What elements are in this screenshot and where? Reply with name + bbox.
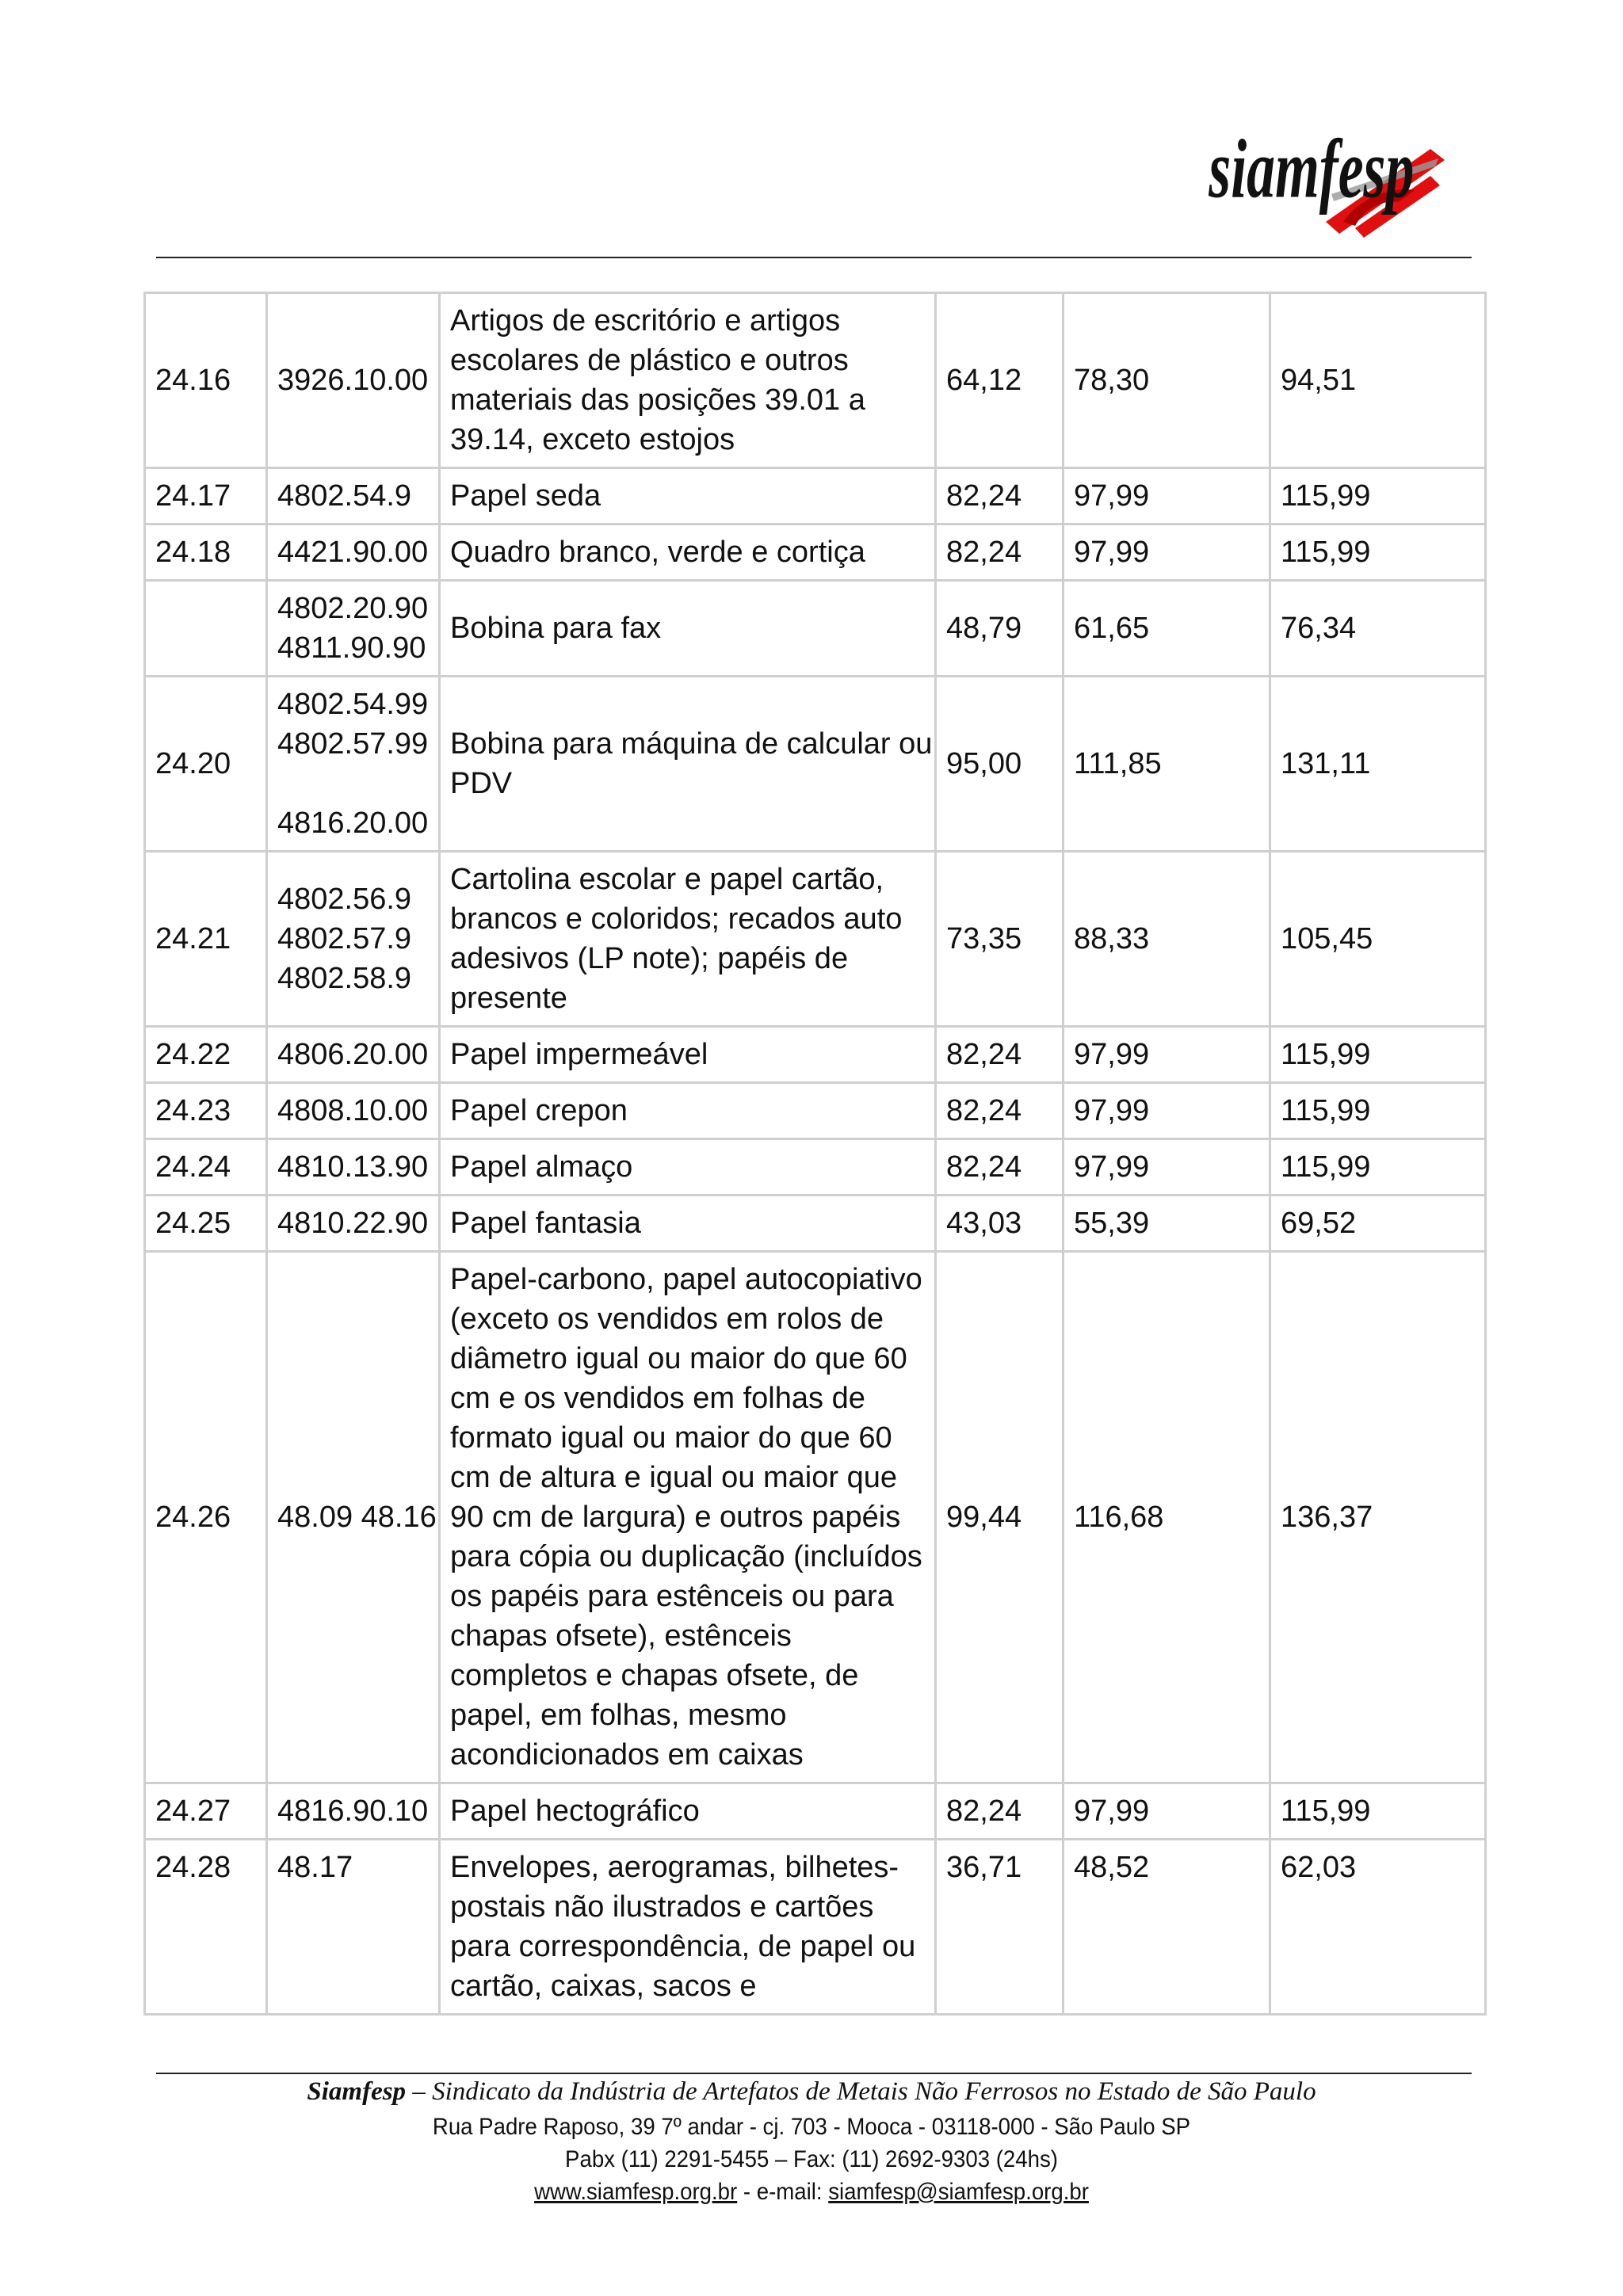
value-cell: 97,99 <box>1064 1139 1270 1196</box>
table-row <box>145 293 1486 468</box>
item-cell: 24.16 <box>145 293 267 468</box>
ncm-cell: 48.09 48.16 <box>267 1252 440 1783</box>
item-cell: 24.23 <box>145 1083 267 1139</box>
email-link[interactable]: siamfesp@siamfesp.org.br <box>828 2179 1089 2205</box>
footer-phones: Pabx (11) 2291-5455 – Fax: (11) 2692-9303 (24hs) <box>565 2146 1058 2172</box>
email-separator: - e-mail: <box>737 2179 829 2205</box>
org-name: Siamfesp <box>307 2077 407 2106</box>
footer-address: Rua Padre Raposo, 39 7º andar - cj. 703 - Mooca - 03118-000 - São Paulo SP <box>432 2114 1191 2140</box>
item-cell: 24.27 <box>145 1783 267 1840</box>
description-cell: Papel-carbono, papel autocopiativo (exceto os vendidos em rolos de diâmetro igual ou maior do que 60 cm e os vendidos em folhas de formato igual ou maior do que 60 cm de altura e igual ou maior que 90 cm de largura) e outros papéis para cópia ou duplicação (incluídos os papéis para estênceis ou para chapas ofsete), estênceis completos e chapas ofsete, de papel, em folhas, mesmo acondicionados em caixas <box>440 1252 936 1783</box>
table-row <box>145 524 1486 581</box>
table-row <box>145 1783 1486 1840</box>
item-cell: 24.17 <box>145 468 267 524</box>
table-row <box>145 581 1486 677</box>
value-cell: 131,11 <box>1270 677 1486 852</box>
value-cell: 73,35 <box>936 852 1064 1027</box>
description-cell: Quadro branco, verde e cortiça <box>440 524 936 581</box>
value-cell: 82,24 <box>936 1783 1064 1840</box>
table-row <box>145 852 1486 1027</box>
item-cell: 24.28 <box>145 1840 267 2015</box>
value-cell: 88,33 <box>1064 852 1270 1027</box>
ncm-codes: 4802.54.99 4802.57.99 <box>277 688 429 761</box>
table-row <box>145 1252 1486 1783</box>
description-cell: Papel fantasia <box>440 1196 936 1252</box>
value-cell: 136,37 <box>1270 1252 1486 1783</box>
item-cell: 24.22 <box>145 1027 267 1083</box>
value-cell: 48,52 <box>1064 1840 1270 2015</box>
header-rule <box>156 257 1472 258</box>
description-cell: Bobina para máquina de calcular ou PDV <box>440 677 936 852</box>
ncm-cell: 48.17 <box>267 1840 440 2015</box>
footer-org-line <box>0 2077 1623 2107</box>
ncm-cell <box>267 677 440 852</box>
description-cell: Papel almaço <box>440 1139 936 1196</box>
value-cell: 115,99 <box>1270 1139 1486 1196</box>
ncm-cell: 4802.56.9 4802.57.9 4802.58.9 <box>267 852 440 1027</box>
value-cell: 48,79 <box>936 581 1064 677</box>
value-cell: 99,44 <box>936 1252 1064 1783</box>
product-table <box>143 292 1487 2016</box>
value-cell: 105,45 <box>1270 852 1486 1027</box>
value-cell: 111,85 <box>1064 677 1270 852</box>
table-row <box>145 677 1486 852</box>
item-cell: 24.24 <box>145 1139 267 1196</box>
value-cell: 36,71 <box>936 1840 1064 2015</box>
value-cell: 61,65 <box>1064 581 1270 677</box>
value-cell: 97,99 <box>1064 524 1270 581</box>
ncm-cell: 3926.10.00 <box>267 293 440 468</box>
table-row <box>145 468 1486 524</box>
value-cell: 78,30 <box>1064 293 1270 468</box>
item-cell: 24.20 <box>145 677 267 852</box>
footer-rule <box>156 2073 1472 2074</box>
value-cell: 82,24 <box>936 524 1064 581</box>
value-cell: 64,12 <box>936 293 1064 468</box>
ncm-cell: 4810.22.90 <box>267 1196 440 1252</box>
table-row <box>145 1139 1486 1196</box>
ncm-cell: 4806.20.00 <box>267 1027 440 1083</box>
description-cell: Papel impermeável <box>440 1027 936 1083</box>
value-cell: 82,24 <box>936 468 1064 524</box>
value-cell: 69,52 <box>1270 1196 1486 1252</box>
description-cell: Artigos de escritório e artigos escolares de plástico e outros materiais das posições 39.01 a 39.14, exceto estojos <box>440 293 936 468</box>
table-row <box>145 1196 1486 1252</box>
ncm-code: 4816.20.00 <box>277 807 429 840</box>
description-cell: Papel seda <box>440 468 936 524</box>
value-cell: 94,51 <box>1270 293 1486 468</box>
value-cell: 97,99 <box>1064 468 1270 524</box>
ncm-cell: 4810.13.90 <box>267 1139 440 1196</box>
value-cell: 115,99 <box>1270 1083 1486 1139</box>
table-row <box>145 1840 1486 2015</box>
description-cell: Bobina para fax <box>440 581 936 677</box>
ncm-cell: 4802.54.9 <box>267 468 440 524</box>
item-cell: 24.18 <box>145 524 267 581</box>
table-row <box>145 1083 1486 1139</box>
ncm-gap <box>277 764 438 803</box>
ncm-cell: 4816.90.10 <box>267 1783 440 1840</box>
item-cell: 24.25 <box>145 1196 267 1252</box>
value-cell: 82,24 <box>936 1083 1064 1139</box>
description-cell: Papel hectográfico <box>440 1783 936 1840</box>
value-cell: 82,24 <box>936 1027 1064 1083</box>
website-link[interactable]: www.siamfesp.org.br <box>534 2179 738 2205</box>
value-cell: 116,68 <box>1064 1252 1270 1783</box>
logo-wordmark: siamfesp <box>1209 121 1415 215</box>
ncm-cell: 4808.10.00 <box>267 1083 440 1139</box>
description-cell: Envelopes, aerogramas, bilhetes-postais não ilustrados e cartões para correspondência, de papel ou cartão, caixas, sacos e <box>440 1840 936 2015</box>
value-cell: 97,99 <box>1064 1783 1270 1840</box>
value-cell: 76,34 <box>1270 581 1486 677</box>
value-cell: 115,99 <box>1270 468 1486 524</box>
ncm-cell: 4421.90.00 <box>267 524 440 581</box>
item-cell: 24.21 <box>145 852 267 1027</box>
value-cell: 95,00 <box>936 677 1064 852</box>
value-cell: 97,99 <box>1064 1027 1270 1083</box>
value-cell: 82,24 <box>936 1139 1064 1196</box>
item-cell <box>145 581 267 677</box>
value-cell: 97,99 <box>1064 1083 1270 1139</box>
value-cell: 115,99 <box>1270 1027 1486 1083</box>
value-cell: 62,03 <box>1270 1840 1486 2015</box>
value-cell: 115,99 <box>1270 1783 1486 1840</box>
description-cell: Cartolina escolar e papel cartão, brancos e coloridos; recados auto adesivos (LP note); papéis de presente <box>440 852 936 1027</box>
table-row <box>145 1027 1486 1083</box>
ncm-cell: 4802.20.90 4811.90.90 <box>267 581 440 677</box>
org-description: – Sindicato da Indústria de Artefatos de Metais Não Ferrosos no Estado de São Paulo <box>406 2077 1316 2106</box>
value-cell: 115,99 <box>1270 524 1486 581</box>
item-cell: 24.26 <box>145 1252 267 1783</box>
siamfesp-logo <box>1193 103 1454 254</box>
footer-contact-line <box>65 2179 1558 2206</box>
value-cell: 43,03 <box>936 1196 1064 1252</box>
value-cell: 55,39 <box>1064 1196 1270 1252</box>
description-cell: Papel crepon <box>440 1083 936 1139</box>
